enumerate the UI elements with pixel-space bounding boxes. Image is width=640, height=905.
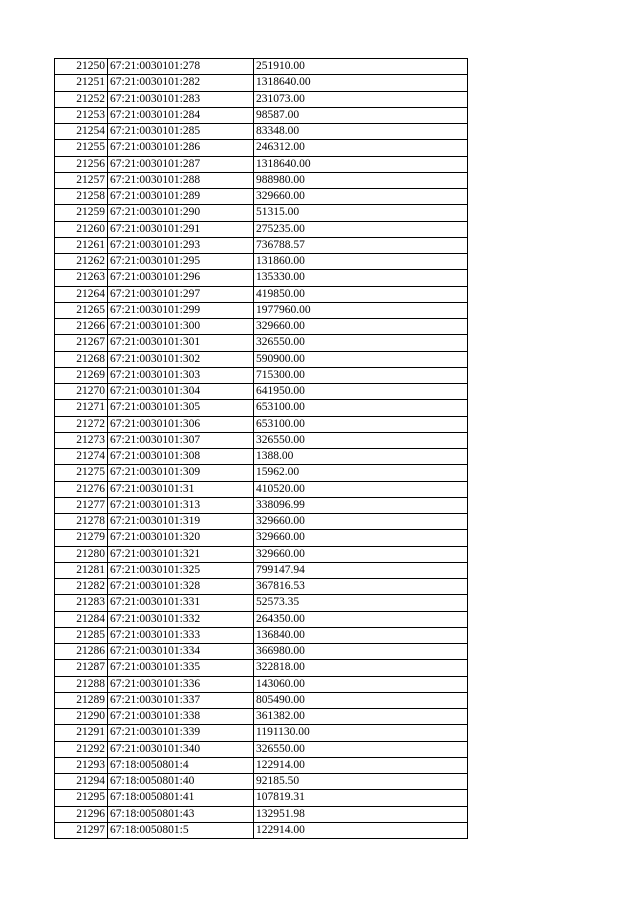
table-row — [55, 562, 468, 578]
cadastral-number-cell: 67:18:0050801:43 — [108, 806, 254, 822]
cadastral-number-cell: 67:21:0030101:333 — [108, 627, 254, 643]
table-row — [55, 741, 468, 757]
table-row — [55, 676, 468, 692]
cadastral-value-cell: 251910.00 — [254, 59, 468, 75]
cadastral-value-cell: 329660.00 — [254, 319, 468, 335]
table-row — [55, 497, 468, 513]
cadastral-value-cell: 246312.00 — [254, 140, 468, 156]
table-row — [55, 757, 468, 773]
cadastral-number-cell: 67:21:0030101:291 — [108, 221, 254, 237]
table-row — [55, 221, 468, 237]
cadastral-value-cell: 131860.00 — [254, 254, 468, 270]
table-row — [55, 107, 468, 123]
table-row — [55, 384, 468, 400]
table-row — [55, 627, 468, 643]
cadastral-number-cell: 67:18:0050801:40 — [108, 774, 254, 790]
table-row — [55, 595, 468, 611]
table-row — [55, 75, 468, 91]
table-row — [55, 579, 468, 595]
table-row — [55, 709, 468, 725]
row-number-cell: 21258 — [55, 189, 108, 205]
cadastral-number-cell: 67:21:0030101:335 — [108, 660, 254, 676]
cadastral-value-cell: 641950.00 — [254, 384, 468, 400]
cadastral-number-cell: 67:21:0030101:321 — [108, 546, 254, 562]
cadastral-number-cell: 67:21:0030101:295 — [108, 254, 254, 270]
table-row — [55, 692, 468, 708]
cadastral-number-cell: 67:21:0030101:289 — [108, 189, 254, 205]
cadastral-value-cell: 1977960.00 — [254, 302, 468, 318]
table-row — [55, 416, 468, 432]
row-number-cell: 21268 — [55, 351, 108, 367]
table-row — [55, 270, 468, 286]
table-row — [55, 286, 468, 302]
cadastral-value-cell: 1191130.00 — [254, 725, 468, 741]
cadastral-value-cell: 135330.00 — [254, 270, 468, 286]
row-number-cell: 21267 — [55, 335, 108, 351]
cadastral-value-cell: 51315.00 — [254, 205, 468, 221]
row-number-cell: 21288 — [55, 676, 108, 692]
table-row — [55, 822, 468, 838]
row-number-cell: 21286 — [55, 644, 108, 660]
cadastral-number-cell: 67:21:0030101:31 — [108, 481, 254, 497]
table-row — [55, 449, 468, 465]
cadastral-number-cell: 67:21:0030101:336 — [108, 676, 254, 692]
cadastral-value-cell: 410520.00 — [254, 481, 468, 497]
cadastral-value-cell: 15962.00 — [254, 465, 468, 481]
row-number-cell: 21263 — [55, 270, 108, 286]
row-number-cell: 21293 — [55, 757, 108, 773]
cadastral-number-cell: 67:21:0030101:299 — [108, 302, 254, 318]
cadastral-value-cell: 329660.00 — [254, 189, 468, 205]
cadastral-value-cell: 122914.00 — [254, 822, 468, 838]
table-row — [55, 302, 468, 318]
row-number-cell: 21296 — [55, 806, 108, 822]
cadastral-value-cell: 107819.31 — [254, 790, 468, 806]
row-number-cell: 21253 — [55, 107, 108, 123]
cadastral-number-cell: 67:21:0030101:288 — [108, 172, 254, 188]
cadastral-value-cell: 52573.35 — [254, 595, 468, 611]
row-number-cell: 21272 — [55, 416, 108, 432]
table-row — [55, 644, 468, 660]
cadastral-value-cell: 132951.98 — [254, 806, 468, 822]
row-number-cell: 21294 — [55, 774, 108, 790]
table-row — [55, 774, 468, 790]
row-number-cell: 21266 — [55, 319, 108, 335]
cadastral-value-cell: 1388.00 — [254, 449, 468, 465]
cadastral-number-cell: 67:21:0030101:283 — [108, 91, 254, 107]
table-row — [55, 156, 468, 172]
cadastral-value-cell: 590900.00 — [254, 351, 468, 367]
cadastral-number-cell: 67:18:0050801:4 — [108, 757, 254, 773]
cadastral-number-cell: 67:21:0030101:284 — [108, 107, 254, 123]
row-number-cell: 21257 — [55, 172, 108, 188]
cadastral-value-cell: 83348.00 — [254, 124, 468, 140]
cadastral-value-cell: 653100.00 — [254, 416, 468, 432]
row-number-cell: 21254 — [55, 124, 108, 140]
cadastral-value-cell: 366980.00 — [254, 644, 468, 660]
row-number-cell: 21295 — [55, 790, 108, 806]
row-number-cell: 21250 — [55, 59, 108, 75]
cadastral-number-cell: 67:21:0030101:306 — [108, 416, 254, 432]
cadastral-number-cell: 67:21:0030101:296 — [108, 270, 254, 286]
row-number-cell: 21275 — [55, 465, 108, 481]
table-row — [55, 660, 468, 676]
cadastral-value-cell: 98587.00 — [254, 107, 468, 123]
cadastral-number-cell: 67:21:0030101:285 — [108, 124, 254, 140]
table-row — [55, 91, 468, 107]
cadastral-number-cell: 67:21:0030101:300 — [108, 319, 254, 335]
cadastral-number-cell: 67:21:0030101:305 — [108, 400, 254, 416]
cadastral-value-cell: 326550.00 — [254, 432, 468, 448]
table-row — [55, 254, 468, 270]
row-number-cell: 21278 — [55, 514, 108, 530]
row-number-cell: 21291 — [55, 725, 108, 741]
row-number-cell: 21273 — [55, 432, 108, 448]
cadastral-value-cell: 799147.94 — [254, 562, 468, 578]
row-number-cell: 21270 — [55, 384, 108, 400]
cadastral-value-cell: 653100.00 — [254, 400, 468, 416]
cadastral-value-cell: 1318640.00 — [254, 75, 468, 91]
table-row — [55, 611, 468, 627]
cadastral-number-cell: 67:21:0030101:332 — [108, 611, 254, 627]
cadastral-value-cell: 329660.00 — [254, 530, 468, 546]
table-row — [55, 59, 468, 75]
row-number-cell: 21297 — [55, 822, 108, 838]
cadastral-number-cell: 67:21:0030101:338 — [108, 709, 254, 725]
table-row — [55, 432, 468, 448]
table-row — [55, 351, 468, 367]
cadastral-number-cell: 67:21:0030101:319 — [108, 514, 254, 530]
row-number-cell: 21287 — [55, 660, 108, 676]
cadastral-number-cell: 67:21:0030101:303 — [108, 367, 254, 383]
cadastral-value-cell: 231073.00 — [254, 91, 468, 107]
table-row — [55, 124, 468, 140]
cadastral-number-cell: 67:21:0030101:293 — [108, 237, 254, 253]
cadastral-number-cell: 67:21:0030101:290 — [108, 205, 254, 221]
cadastral-value-cell: 143060.00 — [254, 676, 468, 692]
row-number-cell: 21260 — [55, 221, 108, 237]
row-number-cell: 21262 — [55, 254, 108, 270]
table-row — [55, 790, 468, 806]
table-row — [55, 546, 468, 562]
cadastral-number-cell: 67:21:0030101:304 — [108, 384, 254, 400]
cadastral-number-cell: 67:18:0050801:41 — [108, 790, 254, 806]
cadastral-number-cell: 67:21:0030101:307 — [108, 432, 254, 448]
table-row — [55, 806, 468, 822]
cadastral-value-cell: 329660.00 — [254, 514, 468, 530]
cadastral-value-cell: 367816.53 — [254, 579, 468, 595]
row-number-cell: 21289 — [55, 692, 108, 708]
cadastral-number-cell: 67:21:0030101:309 — [108, 465, 254, 481]
cadastral-number-cell: 67:21:0030101:331 — [108, 595, 254, 611]
table-row — [55, 335, 468, 351]
cadastral-number-cell: 67:21:0030101:297 — [108, 286, 254, 302]
cadastral-value-cell: 136840.00 — [254, 627, 468, 643]
table-row — [55, 319, 468, 335]
cadastral-value-cell: 122914.00 — [254, 757, 468, 773]
cadastral-value-cell: 275235.00 — [254, 221, 468, 237]
cadastral-number-cell: 67:21:0030101:308 — [108, 449, 254, 465]
table-row — [55, 237, 468, 253]
table-row — [55, 481, 468, 497]
table-row — [55, 140, 468, 156]
cadastral-value-cell: 338096.99 — [254, 497, 468, 513]
cadastral-number-cell: 67:21:0030101:337 — [108, 692, 254, 708]
table-body — [55, 59, 468, 839]
table-row — [55, 400, 468, 416]
cadastral-value-cell: 264350.00 — [254, 611, 468, 627]
cadastral-value-cell: 326550.00 — [254, 335, 468, 351]
row-number-cell: 21252 — [55, 91, 108, 107]
row-number-cell: 21251 — [55, 75, 108, 91]
row-number-cell: 21261 — [55, 237, 108, 253]
cadastral-number-cell: 67:21:0030101:313 — [108, 497, 254, 513]
table-row — [55, 465, 468, 481]
cadastral-number-cell: 67:18:0050801:5 — [108, 822, 254, 838]
cadastral-value-cell: 1318640.00 — [254, 156, 468, 172]
row-number-cell: 21285 — [55, 627, 108, 643]
cadastral-value-cell: 322818.00 — [254, 660, 468, 676]
cadastral-value-cell: 329660.00 — [254, 546, 468, 562]
table-row — [55, 172, 468, 188]
row-number-cell: 21269 — [55, 367, 108, 383]
row-number-cell: 21265 — [55, 302, 108, 318]
cadastral-number-cell: 67:21:0030101:282 — [108, 75, 254, 91]
cadastral-value-cell: 805490.00 — [254, 692, 468, 708]
row-number-cell: 21256 — [55, 156, 108, 172]
cadastral-number-cell: 67:21:0030101:302 — [108, 351, 254, 367]
cadastral-number-cell: 67:21:0030101:287 — [108, 156, 254, 172]
cadastral-number-cell: 67:21:0030101:286 — [108, 140, 254, 156]
row-number-cell: 21281 — [55, 562, 108, 578]
cadastral-value-cell: 361382.00 — [254, 709, 468, 725]
cadastral-number-cell: 67:21:0030101:278 — [108, 59, 254, 75]
row-number-cell: 21271 — [55, 400, 108, 416]
row-number-cell: 21279 — [55, 530, 108, 546]
table-row — [55, 725, 468, 741]
table-row — [55, 205, 468, 221]
row-number-cell: 21255 — [55, 140, 108, 156]
cadastral-number-cell: 67:21:0030101:328 — [108, 579, 254, 595]
cadastral-value-cell: 715300.00 — [254, 367, 468, 383]
cadastral-number-cell: 67:21:0030101:320 — [108, 530, 254, 546]
cadastral-number-cell: 67:21:0030101:334 — [108, 644, 254, 660]
cadastral-number-cell: 67:21:0030101:325 — [108, 562, 254, 578]
table-row — [55, 530, 468, 546]
row-number-cell: 21280 — [55, 546, 108, 562]
cadastral-number-cell: 67:21:0030101:301 — [108, 335, 254, 351]
table-row — [55, 189, 468, 205]
table-row — [55, 367, 468, 383]
row-number-cell: 21276 — [55, 481, 108, 497]
row-number-cell: 21277 — [55, 497, 108, 513]
table-row — [55, 514, 468, 530]
row-number-cell: 21283 — [55, 595, 108, 611]
cadastral-value-cell: 988980.00 — [254, 172, 468, 188]
row-number-cell: 21274 — [55, 449, 108, 465]
row-number-cell: 21290 — [55, 709, 108, 725]
row-number-cell: 21282 — [55, 579, 108, 595]
cadastral-value-cell: 92185.50 — [254, 774, 468, 790]
cadastral-value-cell: 326550.00 — [254, 741, 468, 757]
cadastral-value-cell: 736788.57 — [254, 237, 468, 253]
cadastral-value-table — [54, 58, 468, 839]
row-number-cell: 21292 — [55, 741, 108, 757]
row-number-cell: 21264 — [55, 286, 108, 302]
cadastral-number-cell: 67:21:0030101:340 — [108, 741, 254, 757]
cadastral-number-cell: 67:21:0030101:339 — [108, 725, 254, 741]
cadastral-value-cell: 419850.00 — [254, 286, 468, 302]
row-number-cell: 21259 — [55, 205, 108, 221]
row-number-cell: 21284 — [55, 611, 108, 627]
